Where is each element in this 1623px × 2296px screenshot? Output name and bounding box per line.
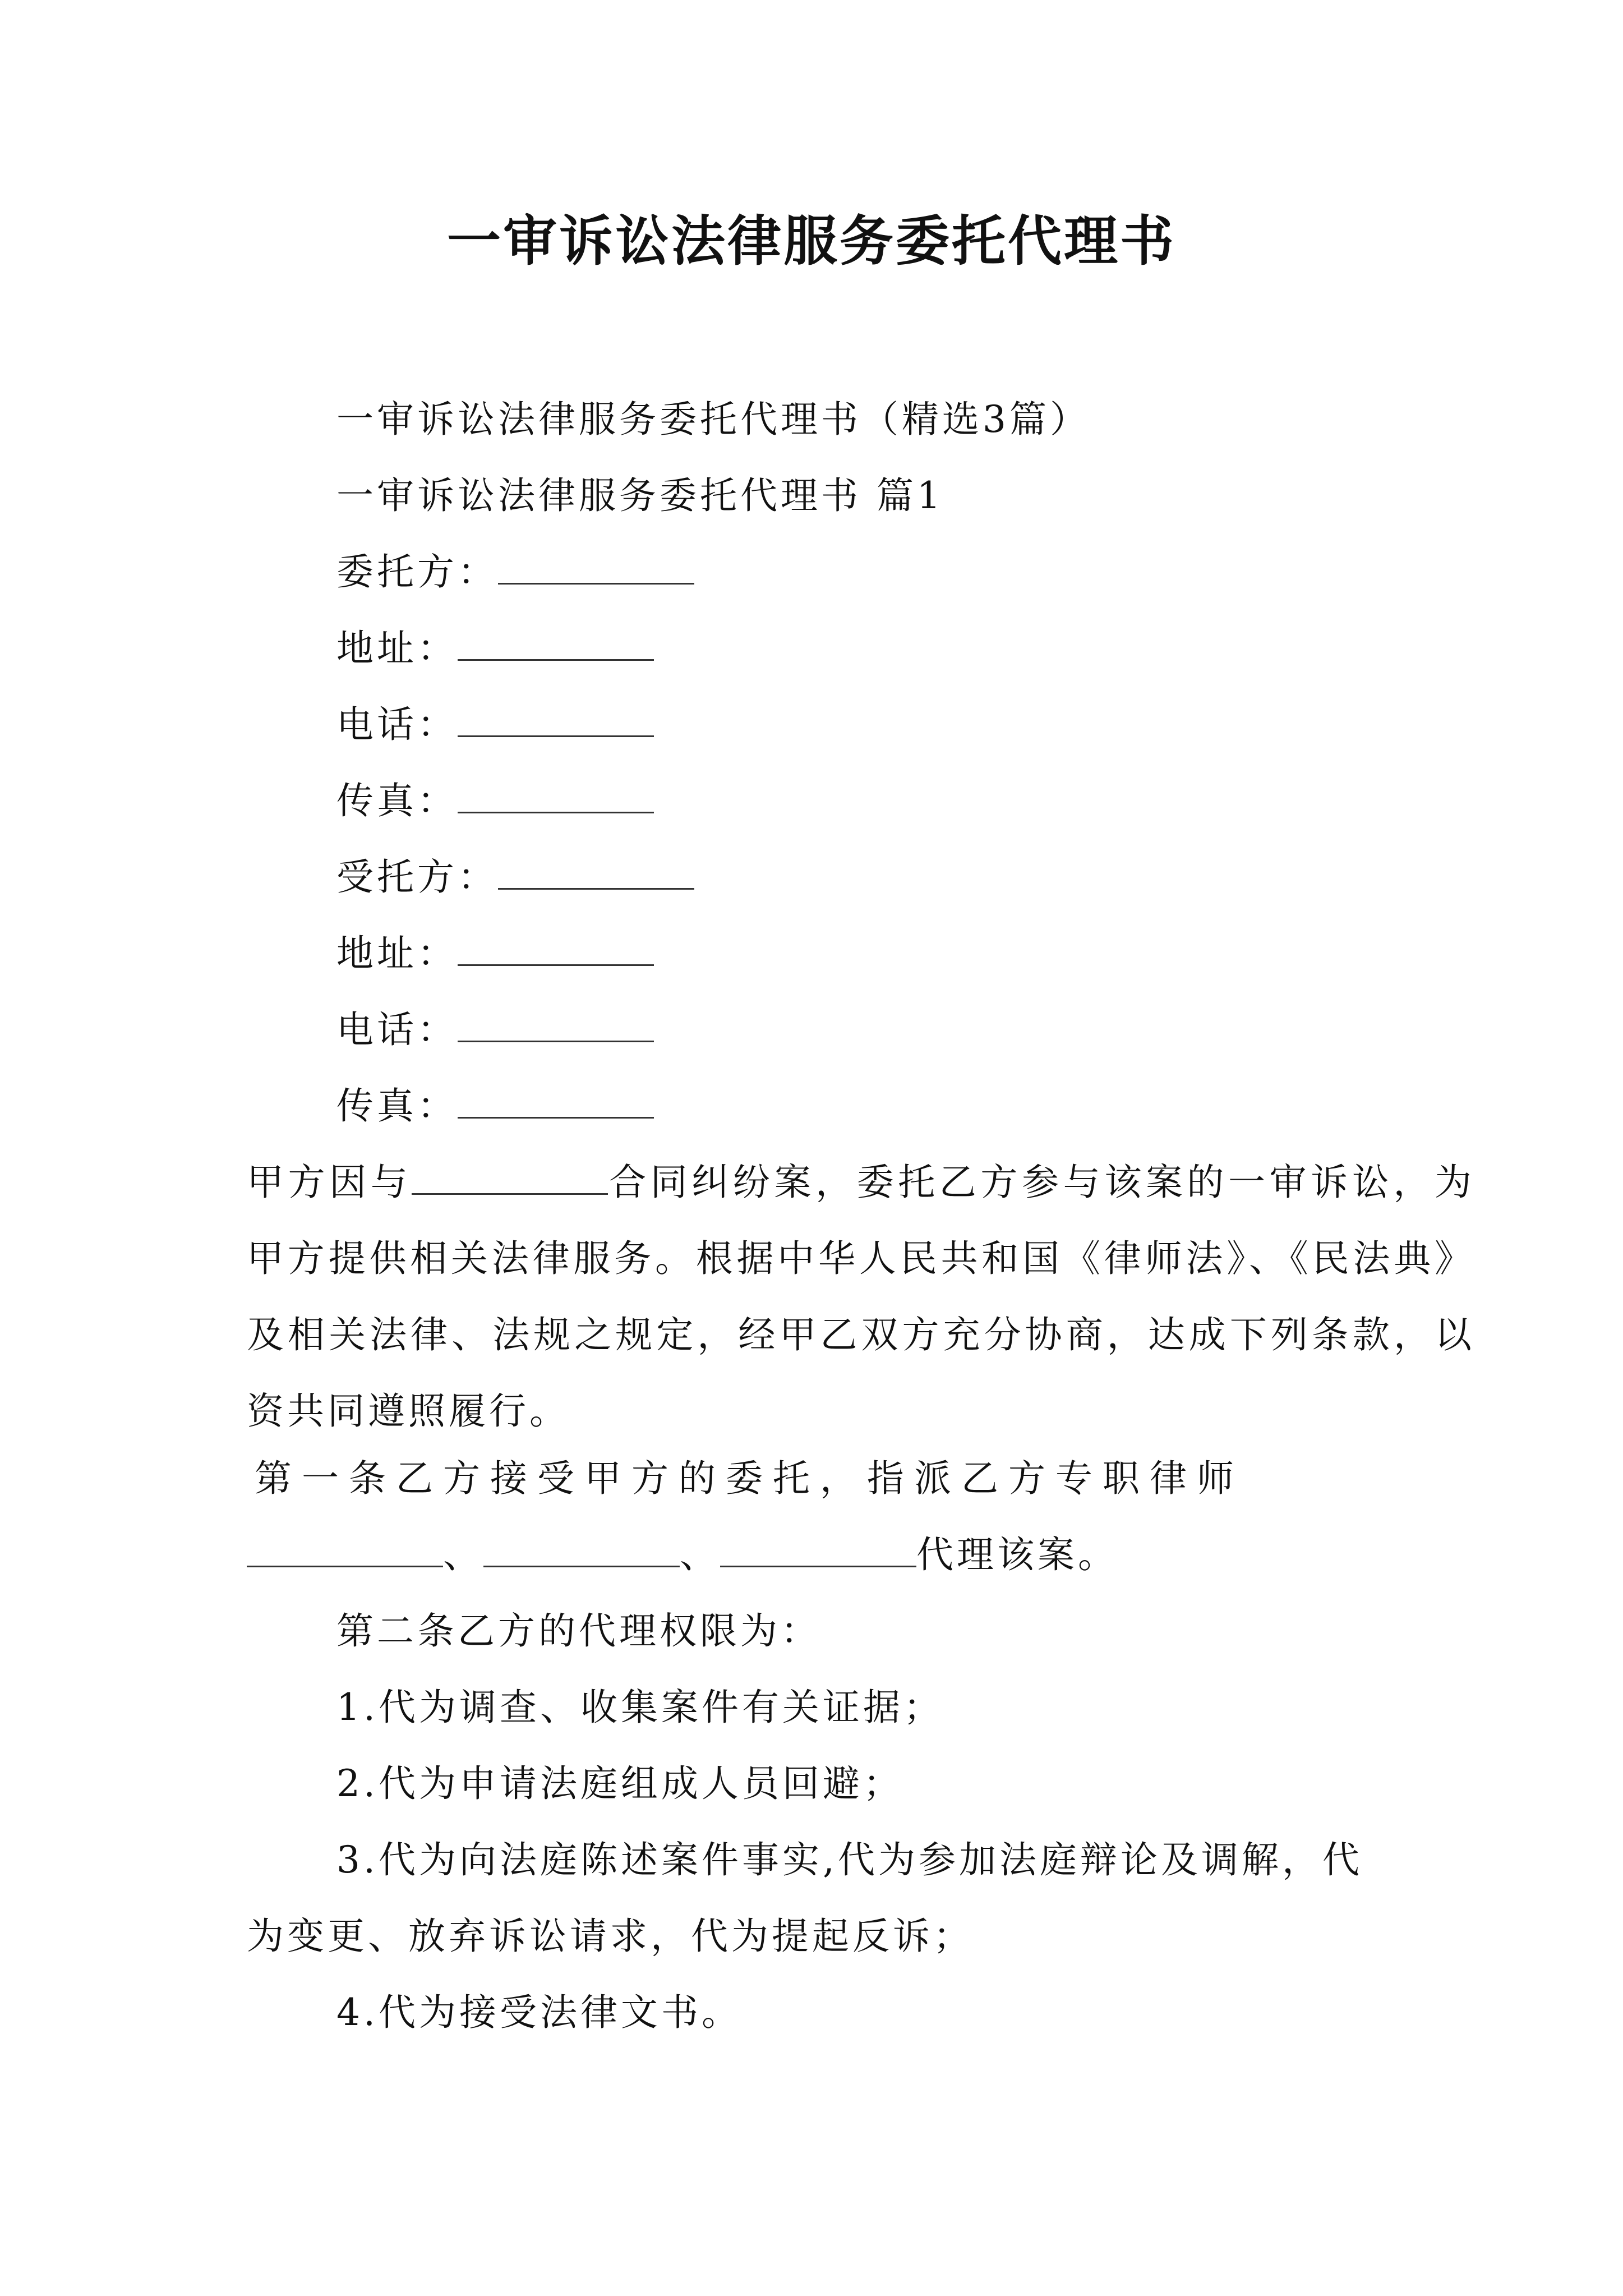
list-item: 3.代为向法庭陈述案件事实,代为参加法庭辩论及调解，代为变更、放弃诉讼请求，代为提起反诉； <box>247 1838 1363 1958</box>
field-client-fax <box>336 763 1385 839</box>
field-label: 电话： <box>336 703 458 746</box>
section-heading: 一审诉讼法律服务委托代理书 篇1 <box>336 474 944 517</box>
blank-line <box>483 1531 680 1567</box>
blank-line <box>412 1158 608 1195</box>
field-agent-fax <box>336 1068 1385 1144</box>
blank-line <box>720 1531 916 1567</box>
article-2-heading: 第二条乙方的代理权限为： <box>336 1609 821 1653</box>
field-label: 地址： <box>336 932 458 975</box>
blank-line <box>458 777 654 813</box>
article-1-blanks <box>247 1517 1385 1593</box>
field-label: 受托方： <box>336 855 498 899</box>
para-text: 甲方因与 <box>247 1161 412 1204</box>
contract-body <box>247 1144 1476 1450</box>
article-1-tail: 代理该案。 <box>916 1533 1118 1576</box>
field-agent <box>336 839 1385 915</box>
item-3-block <box>247 1822 1385 1975</box>
field-label: 传真： <box>336 779 458 822</box>
article-1-block <box>247 1441 1385 1517</box>
article-2-block <box>336 1593 1385 1822</box>
blank-line <box>458 1006 654 1042</box>
field-client <box>336 534 1385 610</box>
subtitle: 一审诉讼法律服务委托代理书（精选3篇） <box>336 398 1090 441</box>
field-client-address <box>336 610 1385 687</box>
separator: 、 <box>680 1533 720 1576</box>
item-4-block <box>336 1975 1385 2051</box>
field-agent-address <box>336 915 1385 992</box>
field-agent-phone <box>336 992 1385 1068</box>
field-label: 委托方： <box>336 550 498 593</box>
para-text: 合同纠纷案，委托乙方参与该案的一审诉讼，为甲方提供相关法律服务。根据中华人民共和国《律师法》、《民法典》及相关法律、法规之规定，经甲乙双方充分协商，达成下列条款，以资共同遵照履行。 <box>247 1161 1476 1433</box>
list-item: 2.代为申请法庭组成人员回避； <box>336 1762 903 1805</box>
field-label: 电话： <box>336 1008 458 1051</box>
blank-line <box>498 853 694 890</box>
list-item: 1.代为调查、收集案件有关证据； <box>336 1686 944 1729</box>
field-label: 传真： <box>336 1084 458 1128</box>
field-label: 地址： <box>336 627 458 670</box>
paragraph-intro <box>157 1144 1475 1450</box>
blank-line <box>498 548 694 585</box>
blank-line <box>458 624 654 661</box>
blank-line <box>458 1082 654 1119</box>
blank-line <box>458 930 654 966</box>
blank-line <box>458 701 654 737</box>
separator: 、 <box>443 1533 483 1576</box>
blank-line <box>247 1531 443 1567</box>
article-1-line2 <box>247 1517 1385 1593</box>
list-item: 4.代为接受法律文书。 <box>336 1991 742 2034</box>
article-1-text: 第一条乙方接受甲方的委托，指派乙方专职律师 <box>255 1457 1244 1500</box>
field-client-phone <box>336 687 1385 763</box>
document-body <box>157 381 1385 1144</box>
document-title: 一审诉讼法律服务委托代理书 <box>447 210 1176 273</box>
